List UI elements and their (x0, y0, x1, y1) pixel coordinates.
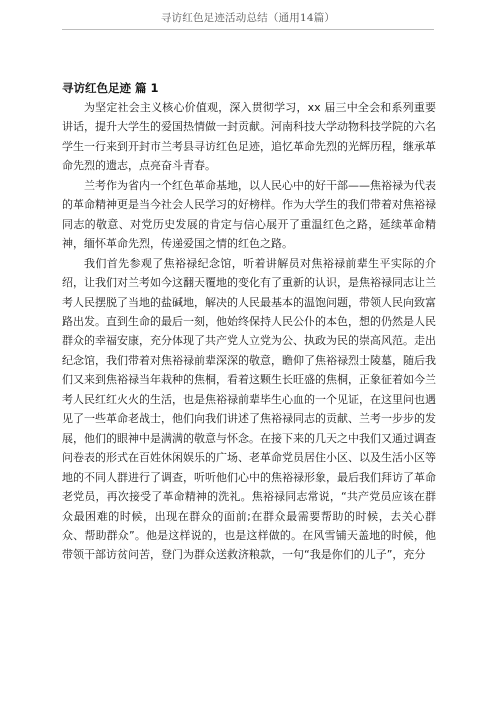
section-title: 寻访红色足迹 篇 1 (62, 81, 159, 95)
header-divider (62, 29, 434, 30)
paragraph-intro: 为坚定社会主义核心价值观，深入贯彻学习，xx 届三中全会和系列重要讲话，提升大学生的爱国热情做一封贡献。河南科技大学动物科技学院的六名学生一行来到开封市兰考县寻访红色足迹，追忆革命先烈的光辉历程，继承革命先烈的遗志，点亮奋斗青春。 (62, 101, 436, 173)
article-body (62, 79, 436, 565)
paragraph-lankao: 兰考作为省内一个红色革命基地，以人民心中的好干部——焦裕禄为代表的革命精神更是当今社会人民学习的好榜样。作为大学生的我们带着对焦裕禄同志的敬意、对党历史发展的肯定与信心展开了重温红色之路，延续革命精神，缅怀革命先烈，传递爱国之情的红色之路。 (62, 178, 436, 251)
paragraph-memorial-visit: 我们首先参观了焦裕禄纪念馆，听着讲解员对焦裕禄前辈生平实际的介绍，让我们对兰考如今这翻天覆地的变化有了重新的认识，是焦裕禄同志让兰考人民摆脱了当地的盐碱地，解决的人民最基本的温饱问题，带领人民向致富路出发。直到生命的最后一刻，他始终保持人民公仆的本色，想的仍然是人民群众的幸福安康，充分体现了共产党人立党为公、执政为民的崇高风范。走出纪念馆，我们带着对焦裕禄前辈深深的敬意，瞻仰了焦裕禄烈士陵墓，随后我们又来到焦裕禄当年栽种的焦桐，看着这颗生长旺盛的焦桐，正象征着如今兰考人民红红火火的生活，也是焦裕禄前辈毕生心血的一个见证，在这里问也遇见了一些革命老战士，他们向我们讲述了焦裕禄同志的贡献、兰考一步步的发展，他们的眼神中是满满的敬意与怀念。在接下来的几天之中我们又通过调查问卷表的形式在百姓休闲娱乐的广场、老革命党员居住小区、以及生活小区等地的不同人群进行了调查，听听他们心中的焦裕禄形象，最后我们拜访了革命老党员，再次接受了革命精神的洗礼。焦裕禄同志常说，“共产党员应该在群众最困难的时候，出现在群众的面前;在群众最需要帮助的时候，去关心群众、帮助群众”。他是这样说的，也是这样做的。在风雪铺天盖地的时候，他带领干部访贫问苦，登门为群众送救济粮款，一句“我是你们的儿子”，充分 (62, 256, 436, 562)
document-header-title: 寻访红色足迹活动总结（通用14篇） (160, 12, 336, 24)
